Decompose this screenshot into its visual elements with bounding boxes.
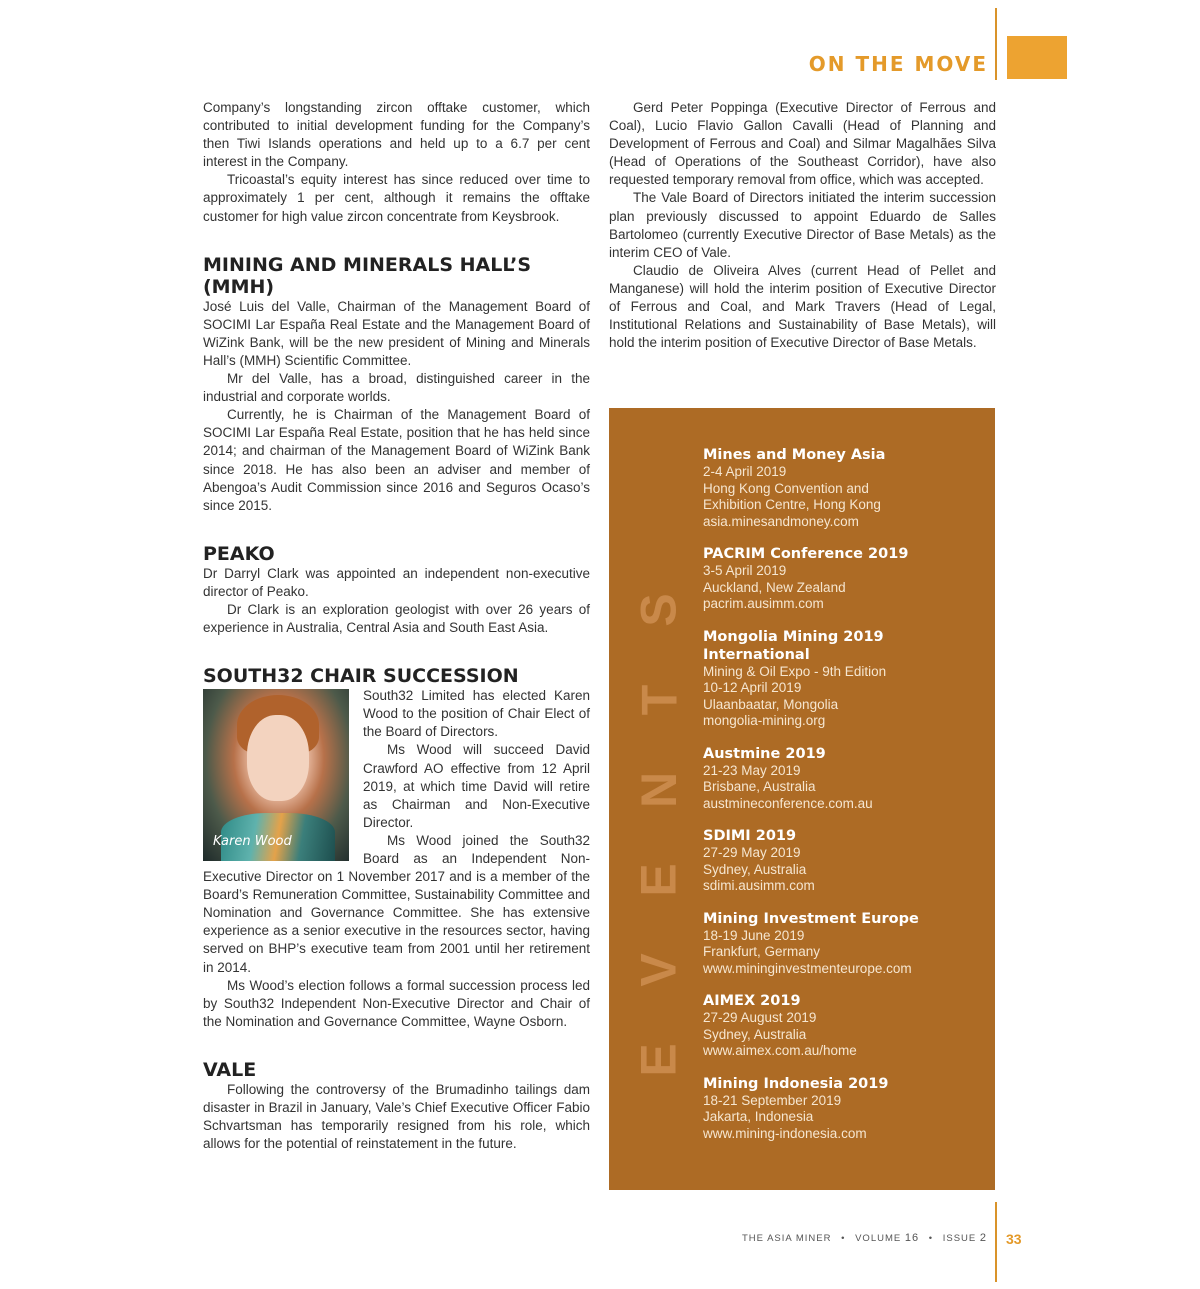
event-name: Mongolia Mining 2019 International <box>703 628 884 663</box>
karen-wood-photo <box>203 689 349 861</box>
event-name: Austmine 2019 <box>703 745 826 762</box>
vale-paragraph: Claudio de Oliveira Alves (current Head of Pellet and Manganese) will hold the interim position of Executive Director of Ferrous and Coal, and Mark Travers (Head of Legal, Institutional Relations and Sustainability of Base Metals), will hold the interim position of Executive Director of Base Metals. <box>609 262 996 351</box>
event-item <box>703 545 983 613</box>
events-label-letter: E <box>630 1043 687 1077</box>
south32-heading: SOUTH32 CHAIR SUCCESSION <box>203 665 519 688</box>
event-detail: Hong Kong Convention and <box>703 480 869 496</box>
events-label-letter: T <box>630 684 687 716</box>
event-detail: 18-19 June 2019 <box>703 927 805 943</box>
event-item <box>703 827 983 895</box>
event-detail: sdimi.ausimm.com <box>703 878 815 893</box>
event-detail: www.mining-indonesia.com <box>703 1125 867 1141</box>
event-item <box>703 745 983 813</box>
event-detail: Brisbane, Australia <box>703 779 816 794</box>
section-color-block <box>1007 36 1067 79</box>
event-detail: 27-29 May 2019 <box>703 845 801 860</box>
publication-name: THE ASIA MINER <box>741 1233 832 1244</box>
right-column <box>609 99 996 352</box>
event-name: Mines and Money Asia <box>703 447 886 463</box>
top-rule <box>995 8 997 80</box>
event-name: Mining Investment Europe <box>703 910 919 927</box>
mmh-paragraph: Mr del Valle, has a broad, distinguished career in the industrial and corporate worlds. <box>203 371 590 405</box>
event-detail: 18-21 September 2019 <box>703 1092 842 1108</box>
issue-label: ISSUE <box>942 1233 977 1244</box>
photo-caption: Karen Wood <box>213 834 292 850</box>
south32-paragraph: Ms Wood joined the South32 Board as an Independent Non-Executive Director on 1 November 2017 and is a member of the Board’s Remuneration Committee, Sustainability Committee and Nomination and Governance Committee. She has extensive experience as a senior executive in the resources sector, having served on BHP’s executive team from 2001 until her retirement in 2014. <box>203 832 590 975</box>
vale-heading: VALE <box>203 1058 257 1081</box>
events-label-letter: S <box>630 593 687 627</box>
bottom-rule <box>995 1202 997 1282</box>
event-detail: 3-5 April 2019 <box>703 563 787 578</box>
event-detail: www.mininginvestmenteurope.com <box>703 960 912 976</box>
events-label-letter: V <box>630 953 687 987</box>
section-title: ON THE MOVE <box>808 52 988 76</box>
peako-heading: PEAKO <box>203 542 275 565</box>
event-name: AIMEX 2019 <box>703 993 801 1009</box>
peako-paragraph: Dr Darryl Clark was appointed an independent non-executive director of Peako. <box>203 565 590 599</box>
event-detail: Frankfurt, Germany <box>703 944 821 959</box>
events-vertical-label <box>629 565 689 1105</box>
mmh-paragraph: Currently, he is Chairman of the Management Board of SOCIMI Lar España Real Estate, position that he has held since 2014; and chairman of the Management Board of WiZink Bank since 2018. He has also been an adviser and member of Abengoa’s Audit Commission since 2016 and Seguros Ocaso’s since 2015. <box>203 407 590 513</box>
event-name: PACRIM Conference 2019 <box>703 546 909 562</box>
event-detail: Jakarta, Indonesia <box>703 1109 814 1124</box>
event-item <box>703 628 983 730</box>
event-detail: 21-23 May 2019 <box>703 762 801 778</box>
footer-bullet: • <box>841 1233 846 1244</box>
event-detail: Sydney, Australia <box>703 861 807 877</box>
south32-paragraph: Ms Wood’s election follows a formal succession process led by South32 Independent Non-Executive Director and Chair of the Nomination and Governance Committee, Wayne Osborn. <box>203 977 590 1029</box>
events-label-letter: N <box>630 771 687 809</box>
event-detail: Mining & Oil Expo - 9th Edition <box>703 663 887 679</box>
event-detail: asia.minesandmoney.com <box>703 513 859 529</box>
intro-paragraph: Tricoastal’s equity interest has since reduced over time to approximately 1 per cent, although it remains the offtake customer for high value zircon concentrate from Keysbrook. <box>203 172 590 224</box>
volume-number: 16 <box>904 1232 920 1244</box>
event-name: SDIMI 2019 <box>703 828 797 844</box>
event-item <box>703 910 983 978</box>
event-detail: Exhibition Centre, Hong Kong <box>703 497 881 512</box>
event-detail: mongolia-mining.org <box>703 713 826 728</box>
event-detail: 10-12 April 2019 <box>703 680 802 695</box>
event-detail: Auckland, New Zealand <box>703 579 846 595</box>
event-item <box>703 992 983 1060</box>
event-detail: www.aimex.com.au/home <box>703 1043 857 1058</box>
event-detail: 2-4 April 2019 <box>703 464 787 479</box>
vale-paragraph: Following the controversy of the Brumadinho tailings dam disaster in Brazil in January, Vale’s Chief Executive Officer Fabio Schvartsman has temporarily resigned from his role, which allows for the potential of reinstatement in the future. <box>203 1081 590 1152</box>
left-column <box>203 99 590 1153</box>
volume-label: VOLUME <box>855 1233 902 1244</box>
events-list <box>703 446 983 1157</box>
event-detail: Ulaanbaatar, Mongolia <box>703 696 839 712</box>
event-detail: austmineconference.com.au <box>703 795 873 811</box>
footer-bullet: • <box>928 1233 934 1244</box>
events-label-letter: E <box>630 863 687 897</box>
south32-paragraph: South32 Limited has elected Karen Wood to the position of Chair Elect of the Board of Directors. <box>363 688 590 740</box>
vale-paragraph: The Vale Board of Directors initiated the interim succession plan previously discussed to appoint Eduardo de Salles Bartolomeo (currently Executive Director of Base Metals) as the interim CEO of Vale. <box>609 190 996 260</box>
event-detail: 27-29 August 2019 <box>703 1010 817 1025</box>
issue-number: 2 <box>979 1232 987 1244</box>
peako-paragraph: Dr Clark is an exploration geologist with over 26 years of experience in Australia, Central Asia and South East Asia. <box>203 601 590 636</box>
page-number: 33 <box>1006 1231 1022 1247</box>
page-footer <box>742 1232 987 1244</box>
mmh-heading: MINING AND MINERALS HALL’S (MMH) <box>203 253 532 298</box>
event-detail: pacrim.ausimm.com <box>703 596 824 611</box>
intro-paragraph: Company’s longstanding zircon offtake customer, which contributed to initial development funding for the Company’s then Tiwi Islands operations and held up to a 6.7 per cent interest in the Company. <box>203 100 590 170</box>
vale-paragraph: Gerd Peter Poppinga (Executive Director of Ferrous and Coal), Lucio Flavio Gallon Cavalli (Head of Planning and Development of Ferrous and Coal) and Silmar Magalhães Silva (Head of Operations of the Southeast Corridor), have also requested temporary removal from office, which was accepted. <box>609 100 996 188</box>
event-item <box>703 446 983 530</box>
south32-paragraph: Ms Wood will succeed David Crawford AO effective from 12 April 2019, at which time David will retire as Chairman and Non-Executive Director. <box>363 742 590 830</box>
mmh-paragraph: José Luis del Valle, Chairman of the Management Board of SOCIMI Lar España Real Estate and the Management Board of WiZink Bank, will be the new president of Mining and Minerals Hall’s (MMH) Scientific Committee. <box>203 298 590 368</box>
event-name: Mining Indonesia 2019 <box>703 1075 889 1092</box>
event-detail: Sydney, Australia <box>703 1026 807 1042</box>
event-item <box>703 1075 983 1143</box>
